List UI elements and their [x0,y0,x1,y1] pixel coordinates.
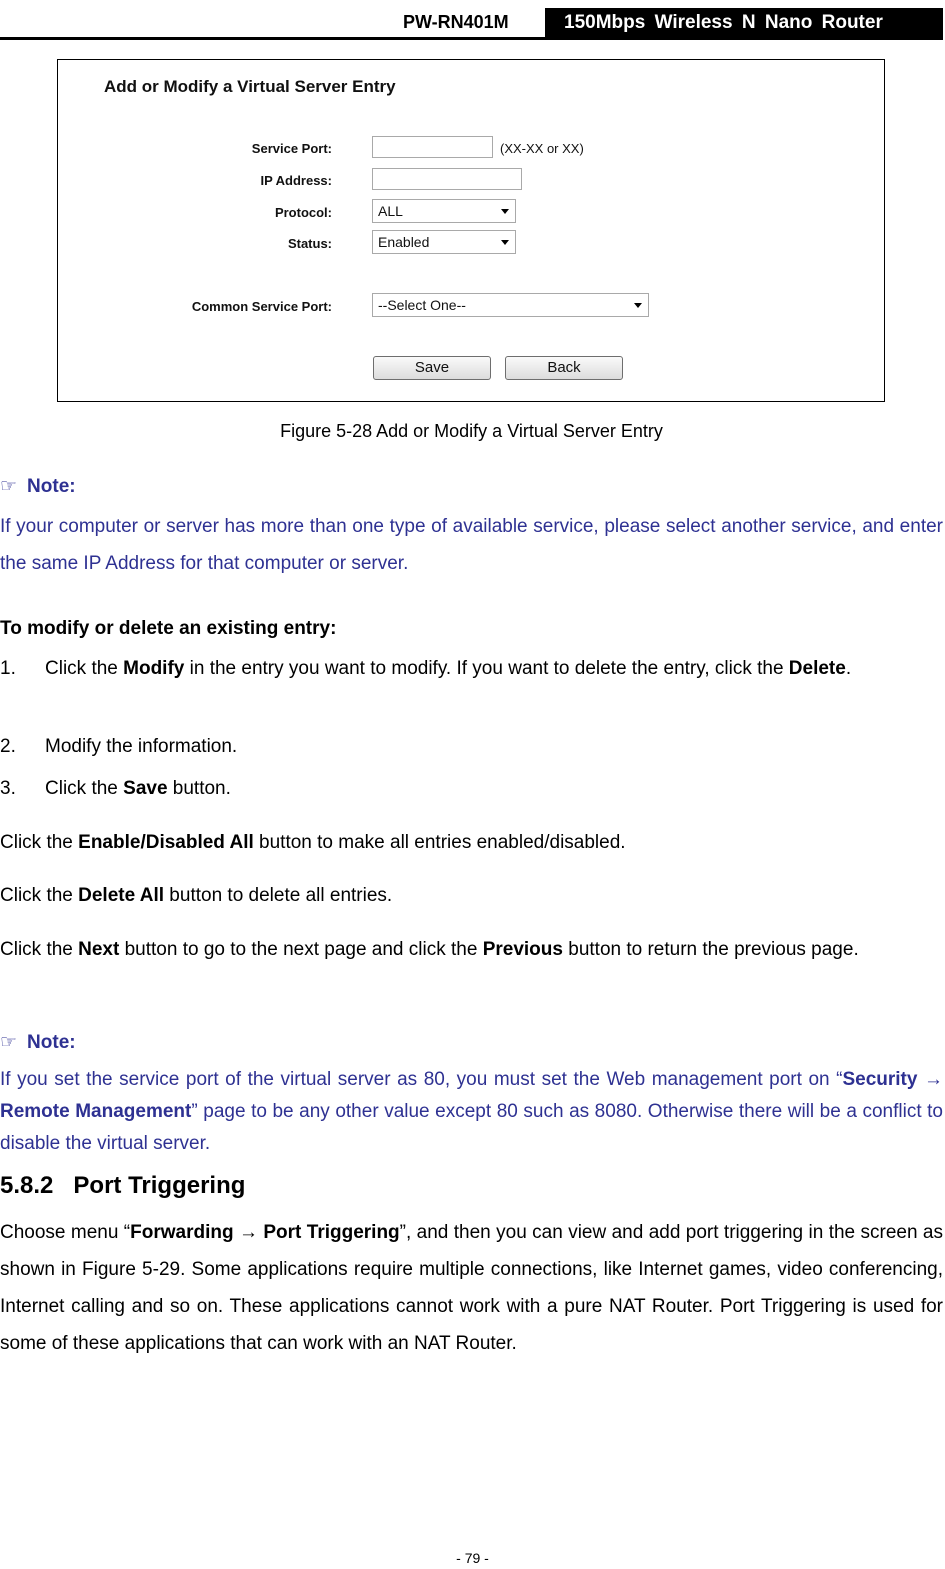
common-service-port-value: --Select One-- [378,297,466,313]
service-port-input[interactable] [372,136,493,158]
ip-address-input[interactable] [372,168,522,190]
section-heading-modify: To modify or delete an existing entry: [0,618,337,639]
note-label: Note: [27,1032,76,1053]
note-heading [0,1031,76,1054]
step-text: Click the Save button. [45,778,231,799]
service-port-label: Service Port: [251,141,332,156]
status-value: Enabled [378,234,430,250]
common-service-port-label: Common Service Port: [191,299,332,314]
figure-caption: Figure 5-28 Add or Modify a Virtual Server Entry [280,421,663,441]
step-text: Modify the information. [45,736,238,757]
ip-address-label: IP Address: [260,173,332,188]
status-select[interactable] [372,230,516,254]
section-heading [0,1172,245,1200]
note-heading [0,475,76,498]
step-text: Click the Modify in the entry you want to modify. If you want to delete the entry, click the Delete. [45,658,852,679]
header-rule [0,37,943,40]
chevron-down-icon [634,303,642,308]
protocol-value: ALL [378,203,403,219]
section-number: 5.8.2 [0,1172,54,1199]
back-button[interactable]: Back [505,356,623,380]
paragraph-next-previous: Click the Next button to go to the next page and click the Previous button to return the previous page. [0,939,859,960]
pointing-hand-icon: ☞ [0,476,18,497]
pointing-hand-icon: ☞ [0,1032,18,1053]
note-label: Note: [27,476,76,497]
step-number: 1. [0,658,16,679]
protocol-select[interactable] [372,199,516,223]
paragraph-delete-all: Click the Delete All button to delete all entries. [0,885,393,906]
status-label: Status: [287,236,332,251]
common-service-port-select[interactable] [372,293,649,317]
service-port-hint: (XX-XX or XX) [500,141,584,156]
paragraph-enable-all: Click the Enable/Disabled All button to make all entries enabled/disabled. [0,832,626,853]
page-header [0,0,945,42]
header-title: 150Mbps Wireless N Nano Router [564,12,883,33]
chevron-down-icon [501,209,509,214]
step-number: 2. [0,736,16,757]
note-text: If you set the service port of the virtual server as 80, you must set the Web management port on “Security → Remote Management” page to be any other value except 80 such as 8080. Otherwise there will be a conflict to disable the virtual server. [0,1069,943,1154]
chevron-down-icon [501,240,509,245]
form-title: Add or Modify a Virtual Server Entry [104,77,396,96]
note-text: If your computer or server has more than one type of available service, please select another service, and enter the same IP Address for that computer or server. [0,516,943,574]
step-number: 3. [0,778,16,799]
header-model: PW-RN401M [403,12,509,32]
page-number: - 79 - [456,1550,489,1566]
virtual-server-form-screenshot [57,59,885,402]
section-title: Port Triggering [73,1172,246,1199]
save-button[interactable]: Save [373,356,491,380]
paragraph-port-triggering: Choose menu “Forwarding → Port Triggering”, and then you can view and add port triggering in the screen as shown in Figure 5-29. Some applications require multiple connections, like Internet games, video conferencing, Internet calling and so on. These applications cannot work with a pure NAT Router. Port Triggering is used for some of these applications that can work with an NAT Router. [0,1222,943,1354]
protocol-label: Protocol: [274,205,332,220]
